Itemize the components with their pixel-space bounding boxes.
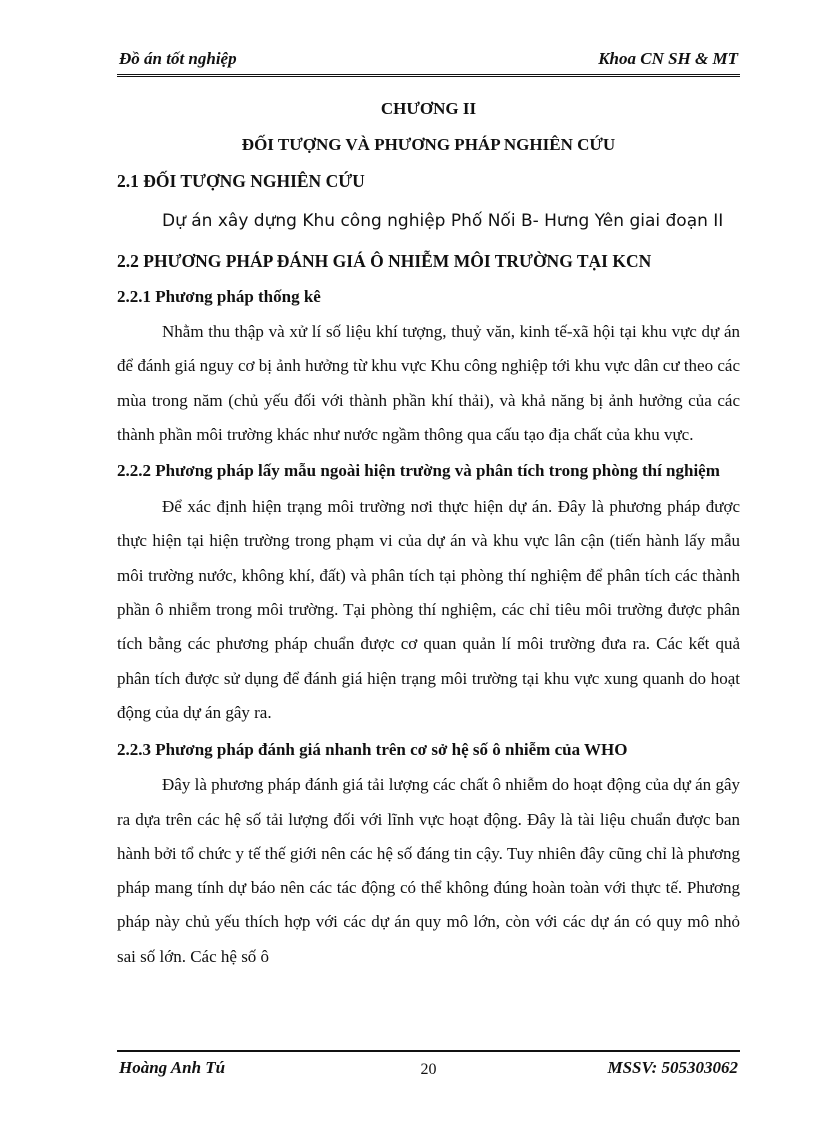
section-2-2-3-heading: 2.2.3 Phương pháp đánh giá nhanh trên cơ sở hệ số ô nhiễm của WHO — [117, 740, 628, 760]
chapter-number: CHƯƠNG II — [380, 99, 477, 118]
section-2-2-3-text: Đây là phương pháp đánh giá tải lượng các chất ô nhiễm do hoạt động của dự án gây ra dựa trên các hệ số tải lượng đối với lĩnh vực hoạt động. Đây là tài liệu chuẩn được ban hành bởi tổ chức y tế thế giới nên các hệ số đáng tin cậy. Tuy nhiên đây cũng chỉ là phương pháp mang tính dự báo nên các tác động có thể không đúng hoàn toàn với thực tế. Phương pháp này chủ yếu thích hợp với các dự án quy mô lớn, còn với các dự án có quy mô nhỏ sai số lớn. Các hệ số ô — [117, 775, 740, 966]
section-2-2-1-text: Nhằm thu thập và xử lí số liệu khí tượng, thuỷ văn, kinh tế-xã hội tại khu vực dự án để đánh giá nguy cơ bị ảnh hưởng từ khu vực Khu công nghiệp tới khu vực dân cư theo các mùa trong năm (chủ yếu đối với thành phần khí thải), và khả năng bị ảnh hưởng của các thành phần môi trường khác như nước ngầm thông qua cấu tạo địa chất của khu vực. — [117, 322, 740, 444]
page-footer — [117, 1050, 740, 1082]
chapter-title: ĐỐI TƯỢNG VÀ PHƯƠNG PHÁP NGHIÊN CỨU — [241, 135, 616, 154]
document-body — [117, 91, 740, 974]
section-2-2-2-text: Để xác định hiện trạng môi trường nơi thực hiện dự án. Đây là phương pháp được thực hiện tại hiện trường trong phạm vi của dự án và khu vực lân cận (tiến hành lấy mẫu môi trường nước, không khí, đất) và phân tích tại phòng thí nghiệm để phân tích các thành phần ô nhiễm trong môi trường. Tại phòng thí nghiệm, các chỉ tiêu môi trường được phân tích bằng các phương pháp chuẩn được cơ quan quản lí môi trường đưa ra. Các kết quả phân tích được sử dụng để đánh giá hiện trạng môi trường tại khu vực xung quanh do hoạt động của dự án gây ra. — [117, 497, 740, 722]
page-header — [117, 44, 740, 77]
header-left-text: Đồ án tốt nghiệp — [119, 49, 237, 68]
section-2-2-heading: 2.2 PHƯƠNG PHÁP ĐÁNH GIÁ Ô NHIỄM MÔI TRƯỜNG TẠI KCN — [117, 251, 652, 271]
section-2-1-text: Dự án xây dựng Khu công nghiệp Phố Nối B- Hưng Yên giai đoạn II — [162, 211, 724, 231]
section-2-2-2-heading: 2.2.2 Phương pháp lấy mẫu ngoài hiện trường và phân tích trong phòng thí nghiệm — [117, 461, 720, 481]
footer-author: Hoàng Anh Tú — [119, 1058, 226, 1077]
section-2-2-1-heading: 2.2.1 Phương pháp thống kê — [117, 287, 321, 306]
header-right-text: Khoa CN SH & MT — [598, 49, 738, 68]
footer-student-id: MSSV: 505303062 — [607, 1058, 738, 1077]
section-2-1-heading: 2.1 ĐỐI TƯỢNG NGHIÊN CỨU — [117, 171, 365, 191]
page-number: 20 — [420, 1061, 437, 1078]
